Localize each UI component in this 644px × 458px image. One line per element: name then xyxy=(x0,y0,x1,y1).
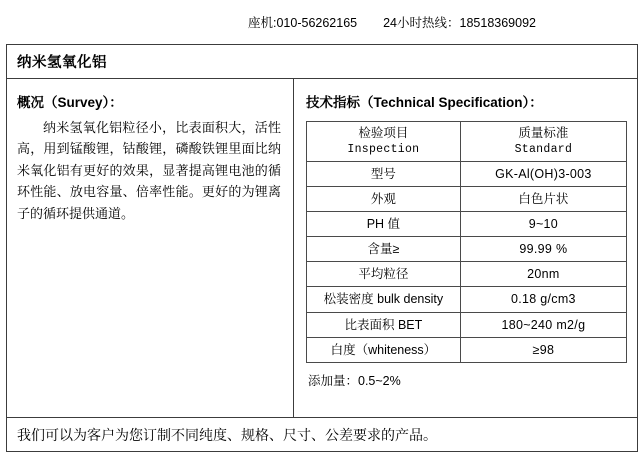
table-row xyxy=(307,186,627,211)
table-row xyxy=(307,161,627,186)
table-row xyxy=(307,337,627,362)
cell-value: ≥98 xyxy=(460,337,626,362)
table-row xyxy=(307,262,627,287)
body-row xyxy=(7,79,637,417)
cell-value: 白色片状 xyxy=(460,186,626,211)
cell-item: 外观 xyxy=(307,186,461,211)
specification-heading: 技术指标（Technical Specification）： xyxy=(306,95,543,110)
survey-column xyxy=(7,79,294,417)
survey-heading: 概况（Survey）： xyxy=(17,95,123,110)
table-row xyxy=(307,312,627,337)
addition-note: 添加量：0.5~2% xyxy=(308,373,401,388)
footer-row xyxy=(7,417,637,451)
table-header-row xyxy=(307,122,627,162)
title-row xyxy=(7,45,637,79)
cell-item: 松装密度 bulk density xyxy=(307,287,461,312)
header-standard-cn: 质量标准 xyxy=(518,126,569,140)
cell-item: PH 值 xyxy=(307,212,461,237)
survey-text: 纳米氢氧化铝粒径小，比表面积大，活性高，用到锰酸锂，钴酸锂，磷酸铁锂里面比纳米氧化铝有更好的效果，显著提高锂电池的循环性能、放电容量、倍率性能。更好的为锂离子的循环提供通道。 xyxy=(17,120,281,221)
specification-table xyxy=(306,121,627,363)
cell-item: 白度（whiteness） xyxy=(307,337,461,362)
cell-value: 0.18 g/cm3 xyxy=(460,287,626,312)
table-row xyxy=(307,212,627,237)
header-cell-item xyxy=(307,122,461,162)
contact-hotline: 24小时热线：18518369092 xyxy=(383,16,536,30)
cell-value: 20nm xyxy=(460,262,626,287)
header-item-cn: 检验项目 xyxy=(358,126,409,140)
table-row xyxy=(307,287,627,312)
cell-item: 含量≥ xyxy=(307,237,461,262)
contact-strip xyxy=(0,0,644,44)
footer-text: 我们可以为客户为您订制不同纯度、规格、尺寸、公差要求的产品。 xyxy=(17,426,437,443)
cell-value: 99.99 % xyxy=(460,237,626,262)
page-title: 纳米氢氧化铝 xyxy=(17,55,107,71)
header-standard-en: Standard xyxy=(514,143,573,157)
document-frame xyxy=(6,44,638,452)
cell-item: 型号 xyxy=(307,161,461,186)
cell-item: 平均粒径 xyxy=(307,262,461,287)
cell-value: GK-Al(OH)3-003 xyxy=(460,161,626,186)
contact-mobile: 座机:010-56262165 xyxy=(248,16,358,30)
specification-column xyxy=(294,79,637,417)
cell-value: 9~10 xyxy=(460,212,626,237)
header-item-en: Inspection xyxy=(347,143,420,157)
cell-value: 180~240 m2/g xyxy=(460,312,626,337)
table-row xyxy=(307,237,627,262)
cell-item: 比表面积 BET xyxy=(307,312,461,337)
header-cell-standard xyxy=(460,122,626,162)
